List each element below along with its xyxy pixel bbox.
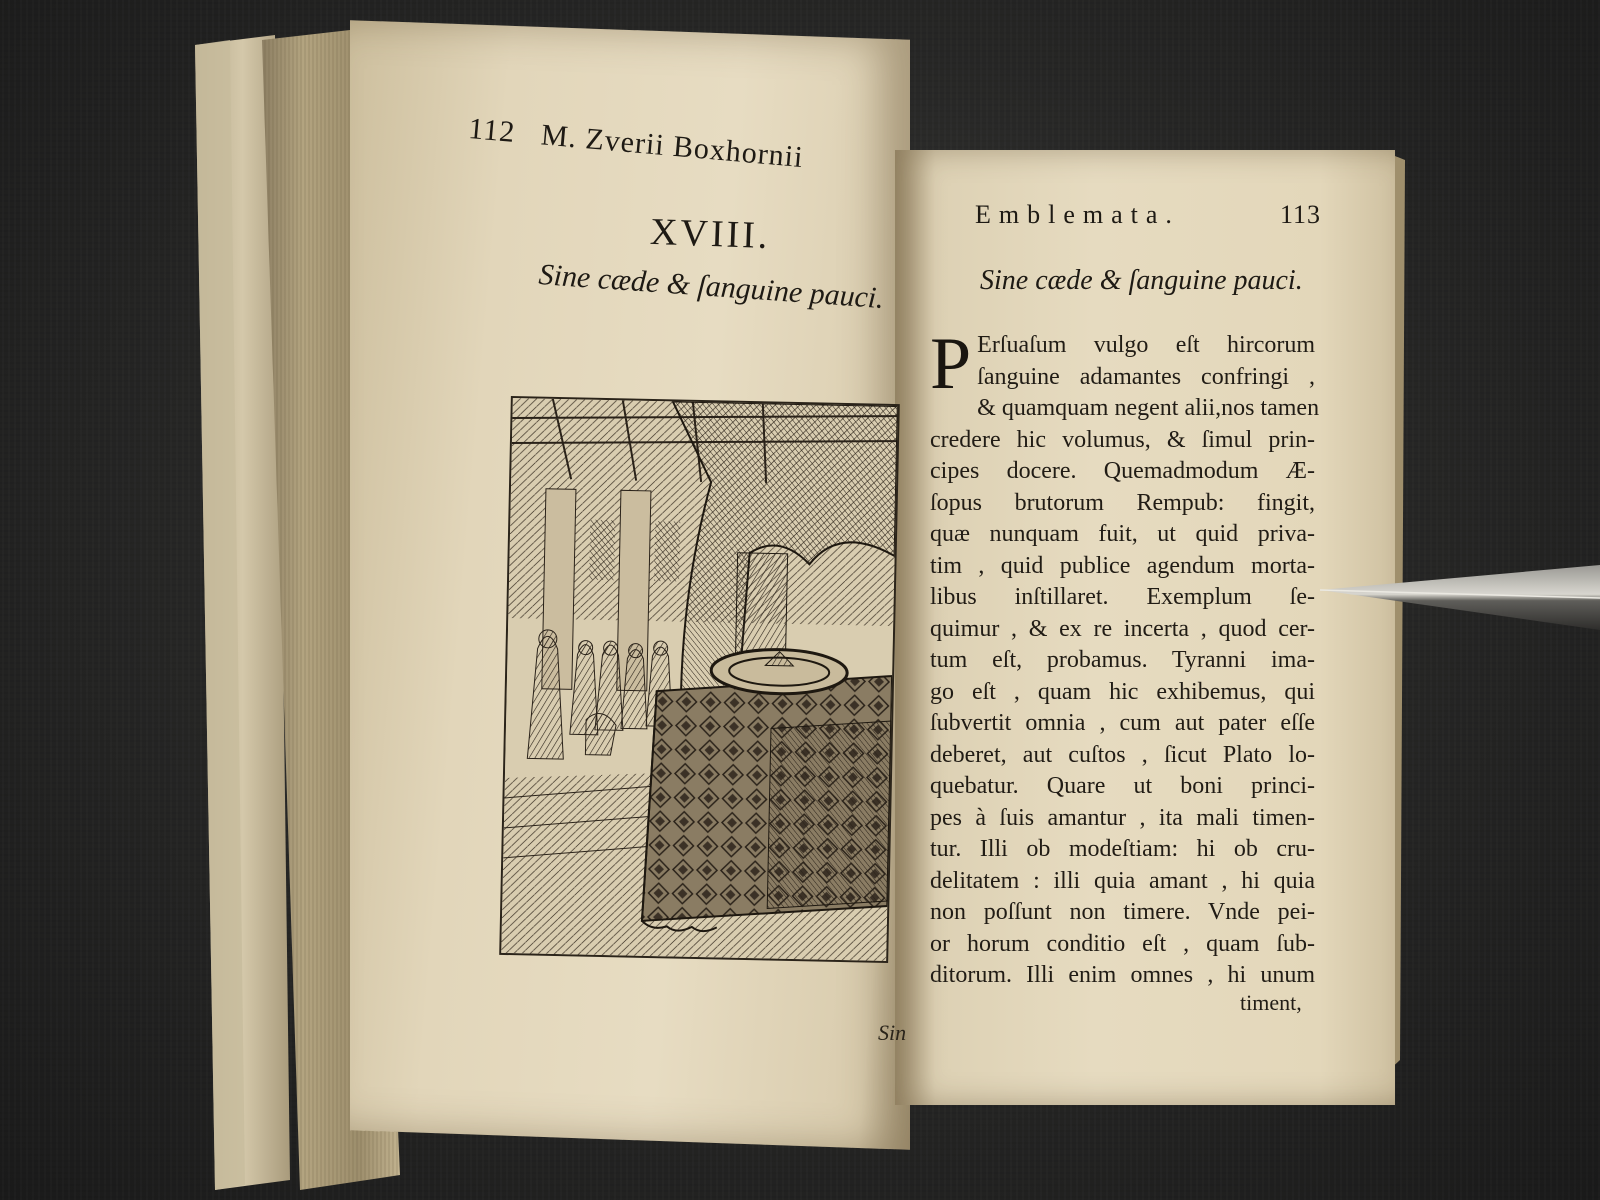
drop-cap: P xyxy=(930,323,972,405)
left-author-head: M. Zverii Boxhornii xyxy=(539,118,805,175)
right-running-head xyxy=(975,200,1325,230)
text-line: tum eſt, probamus. Tyranni ima- xyxy=(930,647,1315,673)
text-line: quebatur. Quare ut boni princi- xyxy=(930,773,1315,799)
text-line: tim , quid publice agendum morta- xyxy=(930,552,1315,579)
text-line: tur. Illi ob modeſtiam: hi ob cru- xyxy=(930,836,1315,862)
text-line: ſanguine adamantes confringi , xyxy=(977,363,1315,390)
text-line: libus inſtillaret. Exemplum ſe- xyxy=(930,584,1315,610)
text-line: pes à ſuis amantur , ita mali timen- xyxy=(930,804,1315,831)
engraving-illustration xyxy=(499,396,900,963)
knife-blade xyxy=(1320,560,1600,640)
text-line: ditorum. Illi enim omnes , hi unum xyxy=(930,962,1315,988)
text-line: credere hic volumus, & ſimul prin- xyxy=(930,426,1315,453)
right-running-title: Emblemata. xyxy=(975,200,1180,229)
text-line: cipes docere. Quemadmodum Æ- xyxy=(930,458,1315,484)
text-line: quimur , & ex re incerta , quod cer- xyxy=(930,615,1315,642)
text-line: quæ nunquam fuit, ut quid priva- xyxy=(930,521,1315,547)
text-line: non poſſunt non timere. Vnde pei- xyxy=(930,899,1315,925)
text-line: go eſt , quam hic exhibemus, qui xyxy=(930,678,1315,705)
text-line: deberet, aut cuſtos , ſicut Plato lo- xyxy=(930,741,1315,768)
right-motto: Sine cæde & ſanguine pauci. xyxy=(980,265,1303,296)
right-page-number: 113 xyxy=(1280,200,1322,229)
right-catchword: timent, xyxy=(1240,990,1302,1015)
left-catchword: Sin xyxy=(878,1020,907,1045)
text-line: ſopus brutorum Rempub: fingit, xyxy=(930,489,1315,516)
left-motto: Sine cæde & ſanguine pauci. xyxy=(537,258,885,316)
text-line: delitatem : illi quia amant , hi quia xyxy=(930,867,1315,894)
text-line: & quamquam negent alii,nos tamen xyxy=(977,395,1320,421)
body-text xyxy=(930,323,1320,992)
text-line: or horum conditio eſt , quam ſub- xyxy=(930,930,1315,957)
left-page-number: 112 xyxy=(467,112,517,149)
text-line: ſubvertit omnia , cum aut pater eſſe xyxy=(930,710,1315,736)
emblem-number: XVIII. xyxy=(649,210,772,258)
text-line: Erſuaſum vulgo eſt hircorum xyxy=(977,332,1315,358)
